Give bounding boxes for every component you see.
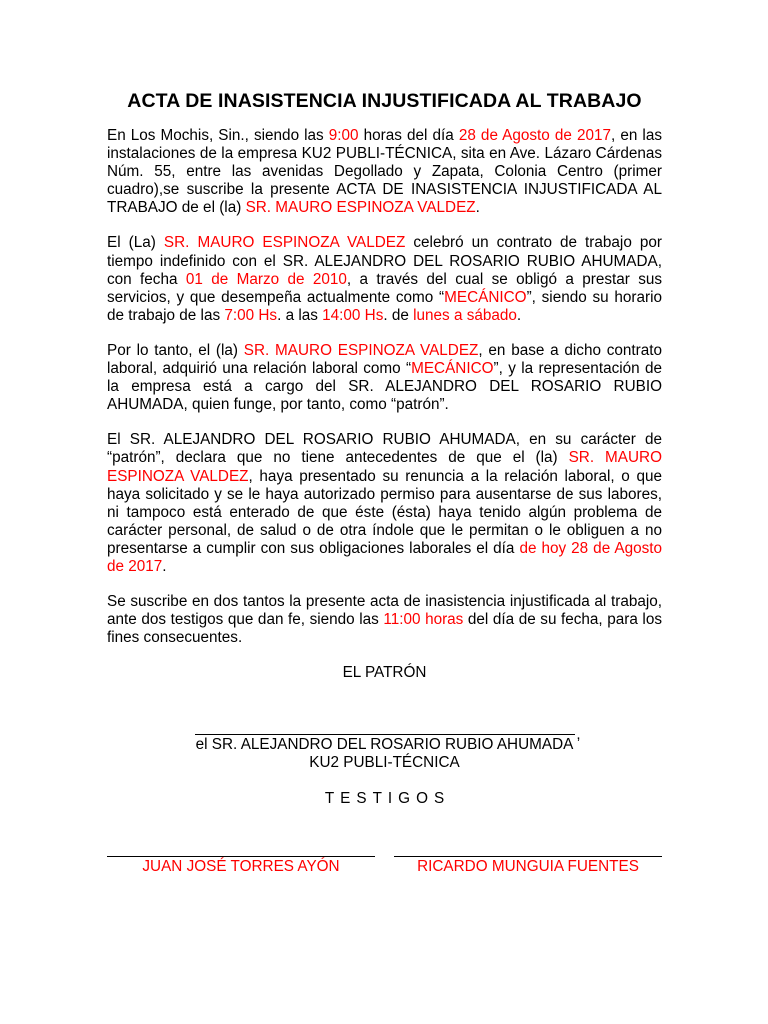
signature-line-comma: , (576, 726, 581, 744)
fill-fecha: 28 de Agosto de 2017 (458, 127, 612, 144)
fill-trabajador: SR. MAURO ESPINOZA VALDEZ (243, 341, 479, 359)
testigos-label: TESTIGOS (324, 790, 451, 808)
fill-trabajador: SR. MAURO ESPINOZA VALDEZ (107, 449, 662, 485)
fill-hora-fin: 14:00 Hs (322, 306, 384, 324)
document-title: ACTA DE INASISTENCIA INJUSTIFICADA AL TRABAJO (127, 90, 642, 112)
text: Por lo tanto, el (la) (107, 341, 244, 359)
fill-fecha: de hoy 28 de Agosto de 2017 (107, 539, 662, 575)
fill-puesto: MECÁNICO (444, 288, 527, 306)
text: Se suscribe en dos tantos la presente acta de inasistencia injustificada al trabajo, ante dos testigos que dan fe, siendo las (107, 593, 662, 629)
witness-1-signature-line (107, 854, 375, 857)
text: , en base a dicho contrato laboral, adquirió una relación laboral como “ (107, 341, 662, 378)
text: horas del día (358, 127, 459, 144)
text: . de (383, 306, 414, 324)
text: El SR. ALEJANDRO DEL ROSARIO RUBIO AHUMADA, en su carácter de “patrón”, declara que no tiene antecedentes de que el (la) (107, 431, 662, 467)
paragraph-relacion (107, 342, 662, 414)
text: ”, siendo su horario de trabajo de las (107, 288, 662, 324)
fill-fecha: 01 de Marzo de 2010 (185, 270, 347, 288)
fill-dias: lunes a sábado (413, 306, 517, 324)
witness-2-block (394, 854, 662, 876)
text: celebró un contrato de trabajo por tiempo indefinido con el SR. ALEJANDRO DEL ROSARIO RUBIO AHUMADA, con fecha (107, 234, 662, 288)
witness-1-block (107, 854, 375, 876)
text: del día de su fecha, para los fines consecuentes. (107, 611, 662, 647)
patron-name: el SR. ALEJANDRO DEL ROSARIO RUBIO AHUMADA (195, 736, 574, 754)
text: . a las (277, 306, 323, 324)
text: , haya presentado su renuncia a la relación laboral, o que haya solicitado y se le haya autorizado permiso para ausentarse de sus labores, ni tampoco está enterado de que éste (ésta) haya tenido algún problema de carácter personal, de salud o de otra índole que le permitan o le obliguen a no presentarse a cumplir con sus obligaciones laborales el día (107, 467, 662, 557)
fill-hora-inicio: 7:00 Hs (224, 306, 278, 324)
patron-label: EL PATRÓN (342, 664, 427, 682)
paragraph-cierre (107, 593, 662, 647)
text: ”, y la representación de la empresa está a cargo del SR. ALEJANDRO DEL ROSARIO RUBIO AHUMADA, quien funge, por tanto, como “patrón”. (107, 360, 662, 414)
witness-1-name: JUAN JOSÉ TORRES AYÓN (142, 858, 340, 876)
fill-puesto: MECÁNICO (411, 360, 494, 378)
paragraph-intro (107, 127, 662, 217)
text: . (162, 557, 167, 575)
text: . (475, 199, 480, 217)
witness-signatures (107, 854, 662, 876)
fill-hora: 9:00 (328, 127, 359, 144)
text: En Los Mochis, Sin., siendo las (107, 127, 329, 144)
fill-trabajador: SR. MAURO ESPINOZA VALDEZ (163, 234, 406, 252)
patron-signature-line (195, 732, 575, 735)
text: . (516, 306, 522, 324)
witness-2-signature-line (394, 854, 662, 857)
witness-2-name: RICARDO MUNGUIA FUENTES (417, 858, 639, 876)
text: , en las instalaciones de la empresa KU2 PUBLI-TÉCNICA, sita en Ave. Lázaro Cárdenas Núm. 55, entre las avenidas Degollado y Zapata, Colonia Centro (primer cuadro),se suscribe la presente ACTA DE INASISTENCIA INJUSTIFICADA AL TRABAJO de el (la) (107, 127, 662, 217)
patron-signature-block (195, 726, 581, 744)
paragraph-declaracion (107, 431, 662, 576)
text: El (La) (107, 234, 164, 252)
text: , a través del cual se obligó a prestar sus servicios, y que desempeña actualmente como “ (107, 270, 662, 306)
paragraph-contrato (107, 234, 662, 324)
fill-hora: 11:00 horas (383, 611, 464, 629)
fill-trabajador: SR. MAURO ESPINOZA VALDEZ (245, 199, 476, 217)
patron-company: KU2 PUBLI-TÉCNICA (309, 754, 460, 772)
